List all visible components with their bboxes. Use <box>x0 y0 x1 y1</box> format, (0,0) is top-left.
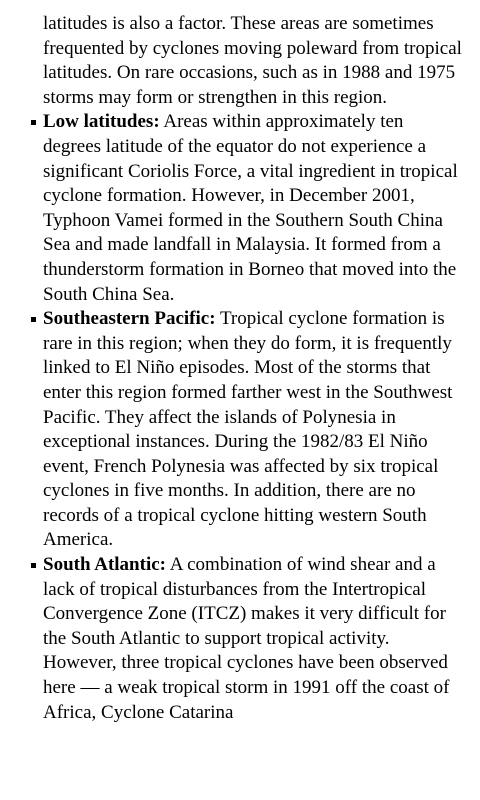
intro-paragraph: latitudes is also a factor. These areas are sometimes frequented by cyclones moving poleward from tropical latitudes. On rare occasions, such as in 1988 and 1975 storms may form or strengthen in this region. <box>43 13 462 108</box>
list-item-term: South Atlantic: <box>43 554 166 576</box>
list-item-term: Low latitudes: <box>43 111 160 133</box>
list-item-term: Southeastern Pacific: <box>43 308 216 330</box>
article-body <box>0 12 480 725</box>
list-item-south-atlantic <box>43 553 463 725</box>
list-item-low-latitudes <box>43 110 463 307</box>
bullet-square-icon <box>31 563 36 568</box>
list-item-text: A combination of wind shear and a lack of tropical disturbances from the Intertropical Convergence Zone (ITCZ) makes it very difficult for the South Atlantic to support tropical activity. However, three tropical cyclones have been observed here — a weak tropical storm in 1991 off the coast of Africa, Cyclone Catarina <box>43 554 450 723</box>
list-item-text: Areas within approximately ten degrees latitude of the equator do not experience a significant Coriolis Force, a vital ingredient in tropical cyclone formation. However, in December 2001, Typhoon Vamei formed in the Southern South China Sea and made landfall in Malaysia. It formed from a thunderstorm formation in Borneo that moved into the South China Sea. <box>43 111 458 305</box>
region-list <box>0 110 480 725</box>
list-item-southeastern-pacific <box>43 307 463 553</box>
list-item-text: Tropical cyclone formation is rare in this region; when they do form, it is frequently linked to El Niño episodes. Most of the storms that enter this region formed farther west in the Southwest Pacific. They affect the islands of Polynesia in exceptional instances. During the 1982/83 El Niño event, French Polynesia was affected by six tropical cyclones in five months. In addition, there are no records of a tropical cyclone hitting western South America. <box>43 308 453 551</box>
bullet-square-icon <box>31 317 36 322</box>
bullet-square-icon <box>31 120 36 125</box>
